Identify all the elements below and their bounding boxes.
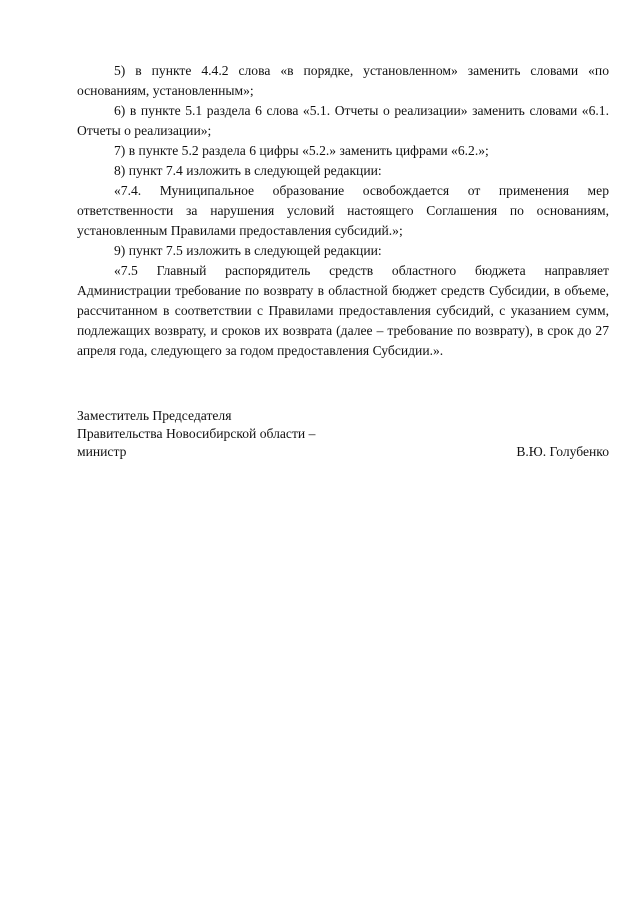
paragraph-item-9: 9) пункт 7.5 изложить в следующей редакции: xyxy=(114,243,382,258)
paragraph-quote-7-4: «7.4. Муниципальное образование освобождается от применения мер ответственности за нарушения условий настоящего Соглашения по основаниям, установленным Правилами предоставления субсидий.»; xyxy=(77,183,609,238)
signature-position-line-3: министр xyxy=(77,444,127,459)
signature-block xyxy=(77,407,609,461)
paragraph-quote-7-5: «7.5 Главный распорядитель средств областного бюджета направляет Администрации требование по возврату в областной бюджет средств Субсидии, в объеме, рассчитанном в соответствии с Правилами предоставления субсидий, с указанием сумм, подлежащих возврату, и сроков их возврата (далее – требование по возврату), в срок до 27 апреля года, следующего за годом предоставления Субсидии.». xyxy=(77,263,609,358)
paragraph-item-7: 7) в пункте 5.2 раздела 6 цифры «5.2.» заменить цифрами «6.2.»; xyxy=(114,143,489,158)
document-body xyxy=(77,61,609,361)
signature-final-row xyxy=(77,443,609,461)
signatory-name: В.Ю. Голубенко xyxy=(516,444,609,459)
signature-position-line-2: Правительства Новосибирской области – xyxy=(77,426,316,441)
paragraph-item-5: 5) в пункте 4.4.2 слова «в порядке, установленном» заменить словами «по основаниям, установленным»; xyxy=(77,63,609,98)
paragraph-item-8: 8) пункт 7.4 изложить в следующей редакции: xyxy=(114,163,382,178)
signature-position-line-1: Заместитель Председателя xyxy=(77,408,232,423)
paragraph-item-6: 6) в пункте 5.1 раздела 6 слова «5.1. Отчеты о реализации» заменить словами «6.1. Отчеты о реализации»; xyxy=(77,103,609,138)
